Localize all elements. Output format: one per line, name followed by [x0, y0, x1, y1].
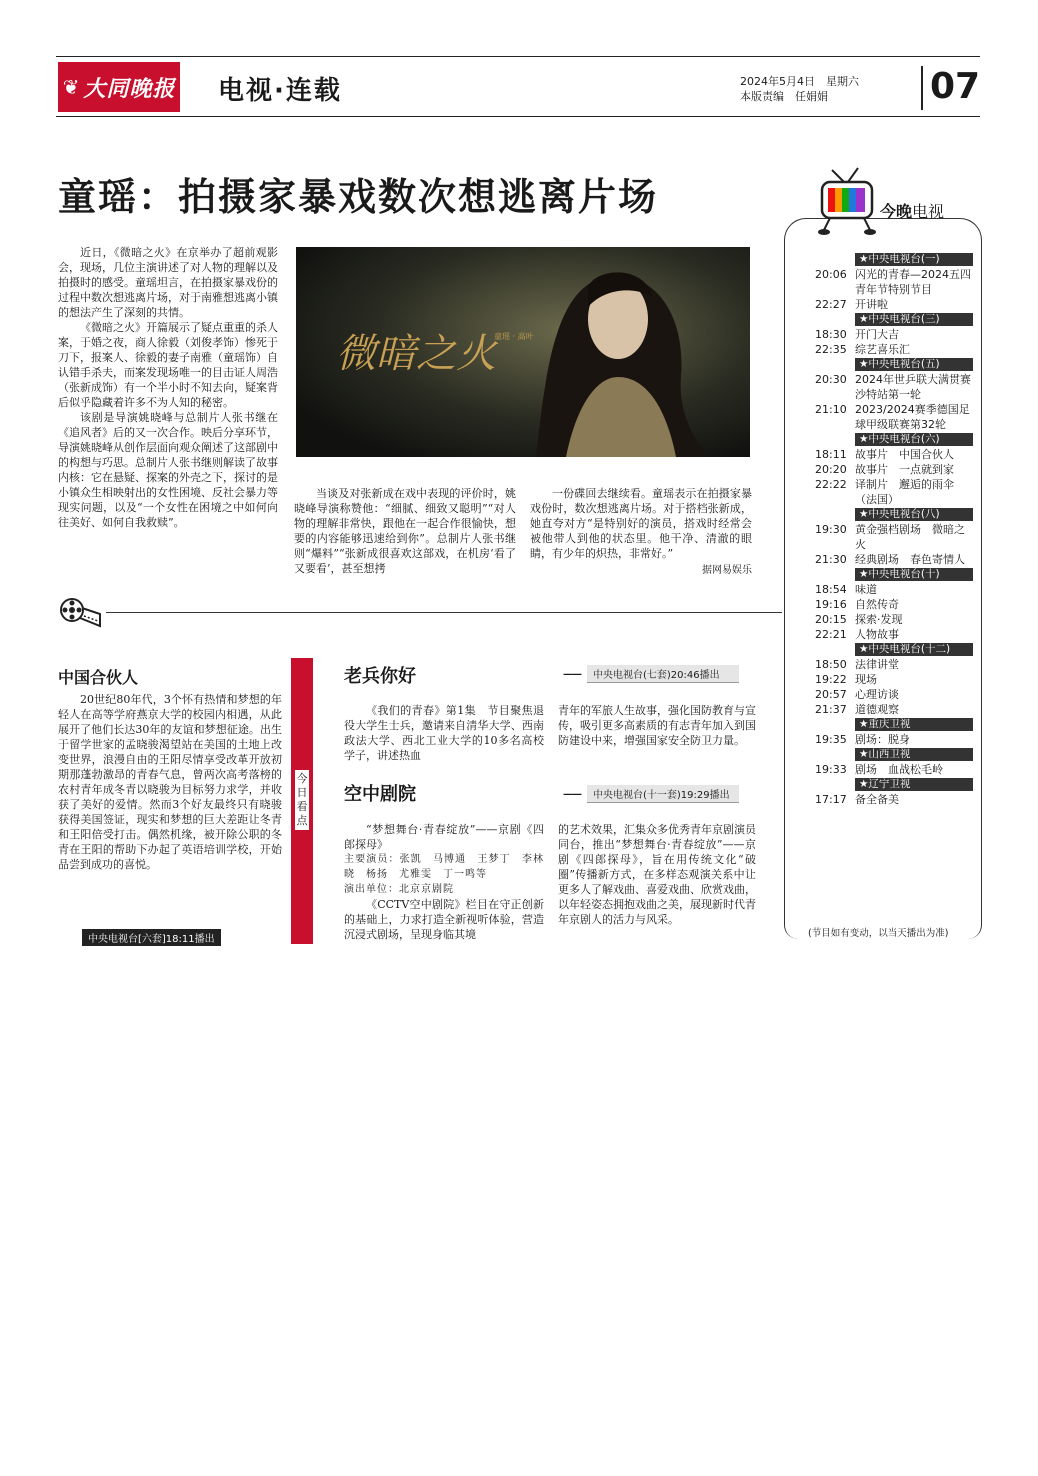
schedule-row: [815, 597, 973, 612]
airing-badge: 中央电视台[六套]18:11播出: [82, 929, 221, 946]
schedule-time: 18:50: [815, 658, 847, 671]
issue-date-block: [740, 74, 859, 104]
paragraph: 青年的军旅人生故事，强化国防教育与宣传，吸引更多高素质的有志青年加入到国防建设中来，增强国家安全防卫力量。: [558, 704, 756, 747]
schedule-program: 2024年世乒联大满贯赛沙特站第一轮: [855, 373, 971, 401]
schedule-row: [815, 297, 973, 312]
issue-date: 2024年5月4日 星期六: [740, 75, 859, 88]
schedule-time: 20:30: [815, 373, 847, 386]
schedule-row: [815, 582, 973, 597]
schedule-program: 剧场：脱身: [855, 733, 910, 746]
program-airing-veteran: [563, 665, 739, 683]
channel-header: ★山西卫视: [855, 748, 973, 761]
schedule-row: [815, 477, 973, 507]
schedule-time: 19:30: [815, 523, 847, 536]
schedule-row: [815, 627, 973, 642]
program-column-1: [344, 822, 544, 942]
schedule-time: 20:15: [815, 613, 847, 626]
article-column-3: [530, 486, 752, 578]
paragraph: 《CCTV空中剧院》栏目在守正创新的基础上，力求打造全新视听体验，营造沉浸式剧场，呈现身临其境: [344, 898, 544, 941]
schedule-program: 闪光的青春—2024五四青年节特别节目: [855, 268, 971, 296]
schedule-time: 22:22: [815, 478, 847, 491]
article-source: 据网易娱乐: [702, 565, 752, 576]
paragraph: 一份碟回去继续看。童瑶表示在拍摄家暴戏份时，数次想逃离片场。对于搭档张新成，她直夸对方“是特别好的演员，搭戏时经常会被他带人到他的状态里。他干净、清澈的眼睛，有少年的炽热，非常好。”: [530, 487, 752, 560]
page-number: 07: [930, 66, 981, 107]
channel-header: ★重庆卫视: [855, 718, 973, 731]
channel-header: ★中央电视台(三): [855, 313, 973, 326]
newspaper-logo: ❦ 大同晚报: [58, 62, 180, 112]
schedule-program: 心理访谈: [855, 688, 899, 701]
schedule-row: [815, 522, 973, 552]
schedule-note: (节目如有变动，以当天播出为准): [808, 928, 949, 939]
schedule-row: [815, 267, 973, 297]
schedule-program: 2023/2024赛季德国足球甲级联赛第32轮: [855, 403, 970, 431]
schedule-time: 18:11: [815, 448, 847, 461]
schedule-time: 22:35: [815, 343, 847, 356]
paragraph: 《我们的青春》第1集 节目聚焦退役大学生士兵，邀请来自清华大学、西南政法大学、西北工业大学的10多名高校学子，讲述热血: [344, 704, 544, 762]
page-number-divider: [921, 66, 923, 110]
schedule-program: 备全备美: [855, 793, 899, 806]
schedule-row: [815, 552, 973, 567]
channel-header: ★中央电视台(五): [855, 358, 973, 371]
paragraph: 20世纪80年代，3个怀有热情和梦想的年轻人在高等学府燕京大学的校园内相遇，从此展开了他们长达30年的友谊和梦想征途。出生于留学世家的孟晓骏渴望站在美国的土地上改变世界，浪漫自由的王阳尽情享受改革开放初期那蓬勃激昂的青春气息，曾两次高考落榜的农村青年成冬青以晓骏为目标努力求学，并收获了美好的爱情。然而3个好友最终只有晓骏获得美国签证，现实和梦想的巨大差距让冬青和王阳倍受打击。偶然机缘，被开除公职的冬青在王阳的帮助下办起了英语培训学校，开始品尝到成功的喜悦。: [58, 693, 282, 871]
performer-org: 演出单位：北京京剧院: [344, 884, 454, 895]
channel-header: ★中央电视台(十二): [855, 643, 973, 656]
channel-header: ★辽宁卫视: [855, 778, 973, 791]
program-title-theater: 空中剧院: [344, 784, 416, 805]
film-reel-icon: [58, 594, 102, 634]
today-highlights-label: 今日看点: [295, 770, 309, 830]
cast-list: 主要演员：张凯 马博通 王梦丁 李林晓 杨扬 尤雅雯 丁一鸣等: [344, 854, 544, 880]
schedule-program: 法律讲堂: [855, 658, 899, 671]
schedule-time: 20:57: [815, 688, 847, 701]
schedule-program: 经典剧场 春色寄情人: [855, 553, 965, 566]
channel-header: ★中央电视台(六): [855, 433, 973, 446]
schedule-program: 故事片 一点就到家: [855, 463, 954, 476]
header-bottom-rule: [56, 116, 980, 117]
channel-header: ★中央电视台(一): [855, 253, 973, 266]
schedule-row: [815, 372, 973, 402]
program-column-1: [344, 703, 544, 763]
airing-dash: ——: [563, 668, 581, 680]
poster-title-text: 微暗之火: [336, 331, 496, 377]
tv-schedule: [815, 252, 973, 807]
airing-dash: ——: [563, 788, 581, 800]
program-column-2: [558, 703, 756, 748]
schedule-time: 18:30: [815, 328, 847, 341]
schedule-program: 探索·发现: [855, 613, 903, 626]
schedule-program: 故事片 中国合伙人: [855, 448, 954, 461]
flame-icon: ❦: [62, 75, 81, 99]
poster-image: [296, 247, 750, 457]
schedule-program: 味道: [855, 583, 877, 596]
channel-header: ★中央电视台(十): [855, 568, 973, 581]
airing-time: 中央电视台(十一套)19:29播出: [587, 785, 739, 803]
schedule-row: [815, 327, 973, 342]
paragraph: 近日，《微暗之火》在京举办了超前观影会，现场，几位主演讲述了对人物的理解以及拍摄时的感受。童瑶坦言，在拍摄家暴戏份的过程中数次想逃离片场，对于南雅想逃离小镇的想法产生了深刻的共情。: [58, 246, 278, 319]
schedule-program: 人物故事: [855, 628, 899, 641]
channel-header: ★中央电视台(八): [855, 508, 973, 521]
schedule-row: [815, 402, 973, 432]
paragraph: “梦想舞台·青春绽放”——京剧《四郎探母》: [344, 823, 544, 851]
schedule-time: 17:17: [815, 793, 847, 806]
article-headline: 童瑶：拍摄家暴戏数次想逃离片场: [58, 174, 659, 219]
paragraph: 当谈及对张新成在戏中表现的评价时，姚晓峰导演称赞他：“细腻、细致又聪明”“对人物的理解非常快，跟他在一起合作很愉快，想要的内容能够迅速给到你”。总制片人张书继则“爆料”“张新成很喜欢这部戏，在机房‘看了又要看’，甚至想拷: [294, 487, 516, 575]
schedule-time: 20:06: [815, 268, 847, 281]
schedule-row: [815, 762, 973, 777]
header-top-rule: [56, 56, 980, 57]
schedule-row: [815, 687, 973, 702]
schedule-time: 20:20: [815, 463, 847, 476]
schedule-program: 剧场 血战松毛岭: [855, 763, 943, 776]
paragraph: 《微暗之火》开篇展示了疑点重重的杀人案，于婚之夜，商人徐毅（刘俊孝饰）惨死于刀下，报案人、徐毅的妻子南雅（童瑶饰）自认错手杀夫，而案发现场唯一的目击证人周浩（张新成饰）有一个半小时不知去向，疑案背后似乎隐藏着许多不为人知的秘密。: [58, 321, 278, 409]
schedule-time: 19:22: [815, 673, 847, 686]
editor-credit: 本版责编 任娟娟: [740, 90, 828, 103]
article-column-2: [294, 486, 516, 576]
paragraph: 该剧是导演姚晓峰与总制片人张书继在《追风者》后的又一次合作。映后分享环节，导演姚晓峰从创作层面向观众阐述了这部剧中的构想与巧思。总制片人张书继则解读了故事内核：它在悬疑、探案的外壳之下，探讨的是小镇众生相映射出的女性困境、反社会暴力等现实问题，以及“一个女性在困境之中如何向往美好、如何自我救赎”。: [58, 411, 278, 529]
schedule-program: 黄金强档剧场 微暗之火: [855, 523, 965, 551]
schedule-row: [815, 657, 973, 672]
feature-title: 中国合伙人: [58, 668, 139, 687]
schedule-row: [815, 732, 973, 747]
schedule-time: 22:27: [815, 298, 847, 311]
schedule-time: 19:35: [815, 733, 847, 746]
schedule-program: 开门大吉: [855, 328, 899, 341]
section-divider: [106, 612, 782, 613]
airing-time: 中央电视台(七套)20:46播出: [587, 665, 739, 683]
program-column-2: [558, 822, 756, 927]
paragraph: 的艺术效果，汇集众多优秀青年京剧演员同台，推出“梦想舞台·青春绽放”——京剧《四郎探母》，旨在用传统文化“破圈”传播新方式，在多样态观演关系中让更多人了解戏曲、喜爱戏曲、欣赏戏曲，以年轻姿态拥抱戏曲之美，展现新时代青年京剧人的活力与风采。: [558, 823, 756, 926]
article-column-1: [58, 245, 278, 530]
schedule-program: 综艺喜乐汇: [855, 343, 910, 356]
schedule-row: [815, 612, 973, 627]
schedule-time: 19:33: [815, 763, 847, 776]
schedule-time: 21:37: [815, 703, 847, 716]
schedule-program: 译制片 邂逅的雨伞（法国）: [855, 478, 954, 506]
schedule-time: 18:54: [815, 583, 847, 596]
schedule-row: [815, 702, 973, 717]
schedule-row: [815, 342, 973, 357]
schedule-time: 19:16: [815, 598, 847, 611]
poster-subtitle-text: 童瑶 · 高叶: [494, 332, 534, 341]
program-title-veteran: 老兵你好: [344, 666, 416, 687]
schedule-row: [815, 672, 973, 687]
feature-body: [58, 692, 282, 872]
schedule-program: 现场: [855, 673, 877, 686]
tonight-tv-label: 今晚电视: [880, 202, 945, 221]
schedule-row: [815, 447, 973, 462]
television-icon: [810, 160, 880, 244]
program-airing-theater: [563, 785, 739, 803]
schedule-program: 自然传奇: [855, 598, 899, 611]
schedule-program: 开讲啦: [855, 298, 888, 311]
section-title: 电视·连载: [218, 76, 342, 106]
schedule-row: [815, 462, 973, 477]
schedule-program: 道德观察: [855, 703, 899, 716]
drama-poster-photo: [296, 247, 750, 457]
schedule-time: 21:30: [815, 553, 847, 566]
schedule-time: 21:10: [815, 403, 847, 416]
schedule-row: [815, 792, 973, 807]
schedule-time: 22:21: [815, 628, 847, 641]
